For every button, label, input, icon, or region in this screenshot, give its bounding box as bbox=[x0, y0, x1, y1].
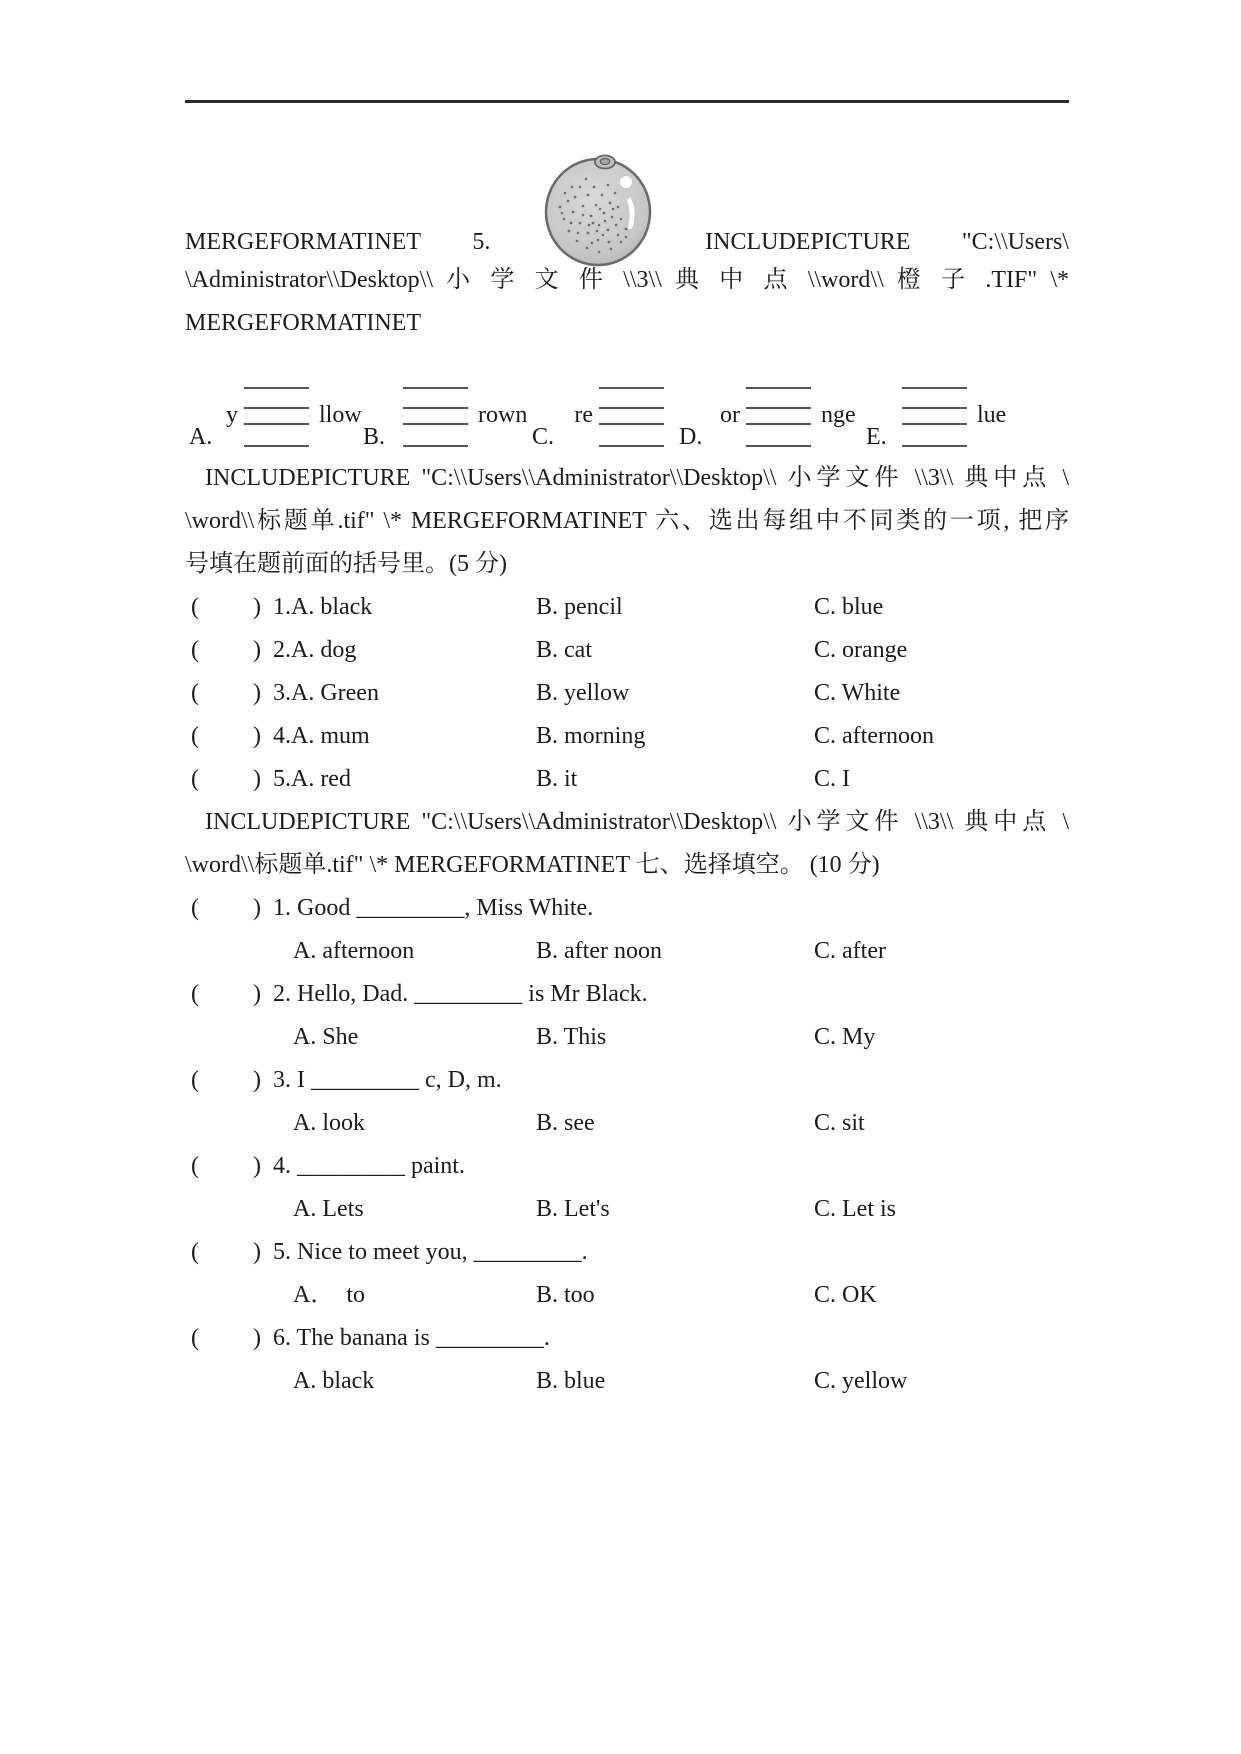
guide-line bbox=[902, 423, 967, 425]
question-row bbox=[185, 758, 1069, 801]
option-c: C. blue bbox=[814, 594, 884, 620]
question-stem: ( ) 3. I _________ c, D, m. bbox=[191, 1067, 502, 1093]
options-row bbox=[185, 930, 1069, 973]
section6-header-line2: \word\\标题单.tif" \* MERGEFORMATINET 六、选出每组中不同类的一项, 把序 bbox=[185, 508, 1069, 534]
option-c: C. OK bbox=[814, 1282, 877, 1308]
question-stem: ( ) 6. The banana is _________. bbox=[191, 1325, 550, 1351]
orange-stem-inner bbox=[600, 159, 610, 165]
option-b: B. see bbox=[536, 1110, 595, 1136]
guide-line bbox=[599, 423, 664, 425]
option-letter-label: D. bbox=[679, 424, 703, 450]
section6-header-line1: INCLUDEPICTURE "C:\\Users\\Administrator\\Desktop\\ 小学文件 \\3\\ 典中点 \ bbox=[205, 465, 1069, 491]
option-b: B. yellow bbox=[536, 680, 630, 706]
question-stem: ( ) 2.A. dog bbox=[191, 637, 357, 663]
question-row bbox=[185, 629, 1069, 672]
guide-line bbox=[244, 387, 309, 389]
guide-line bbox=[746, 423, 811, 425]
option-c: C. sit bbox=[814, 1110, 865, 1136]
mergeformat-text: MERGEFORMATINET bbox=[185, 228, 422, 255]
orange-highlight-dot bbox=[620, 176, 632, 188]
field-code-paragraph-line2: \Administrator\\Desktop\\ 小 学 文 件 \\3\\ 典 中 点 \\word\\ 橙 子 .TIF" \* bbox=[185, 267, 1069, 293]
guide-line bbox=[244, 445, 309, 447]
guide-line bbox=[403, 423, 468, 425]
option-b: B. it bbox=[536, 766, 578, 792]
options-row bbox=[185, 1274, 1069, 1317]
options-row bbox=[185, 1360, 1069, 1403]
blank-suffix: nge bbox=[821, 402, 856, 428]
option-letter-label: C. bbox=[532, 424, 555, 450]
option-c: C. orange bbox=[814, 637, 908, 663]
option-b: B. cat bbox=[536, 637, 592, 663]
question-row bbox=[185, 586, 1069, 629]
options-row bbox=[185, 1188, 1069, 1231]
guide-line bbox=[746, 387, 811, 389]
field-code-paragraph-line1 bbox=[185, 103, 1069, 259]
option-c: C. after bbox=[814, 938, 886, 964]
question-row bbox=[185, 715, 1069, 758]
option-c: C. yellow bbox=[814, 1368, 908, 1394]
options-row bbox=[185, 1102, 1069, 1145]
question-stem: ( ) 3.A. Green bbox=[191, 680, 379, 706]
guide-line bbox=[403, 407, 468, 409]
question-stem: ( ) 5. Nice to meet you, _________. bbox=[191, 1239, 588, 1265]
guide-line bbox=[902, 445, 967, 447]
option-b: B. blue bbox=[536, 1368, 606, 1394]
orange-image bbox=[542, 149, 654, 267]
guide-line bbox=[599, 445, 664, 447]
path-text-start: "C:\\Users\ bbox=[961, 228, 1069, 255]
section7-header-line1: INCLUDEPICTURE "C:\\Users\\Administrator\\Desktop\\ 小学文件 \\3\\ 典中点 \ bbox=[205, 809, 1069, 835]
option-b: B. Let's bbox=[536, 1196, 610, 1222]
writing-grid-strip bbox=[185, 375, 1069, 453]
guide-line bbox=[902, 407, 967, 409]
option-letter-label: B. bbox=[363, 424, 386, 450]
includepicture-text: INCLUDEPICTURE bbox=[705, 228, 911, 255]
option-c: C. Let is bbox=[814, 1196, 896, 1222]
option-b: B. after noon bbox=[536, 938, 662, 964]
blank-prefix: or bbox=[720, 402, 740, 428]
option-a: A. look bbox=[293, 1110, 365, 1136]
question-stem: ( ) 4. _________ paint. bbox=[191, 1153, 465, 1179]
option-a: A. She bbox=[293, 1024, 359, 1050]
section7-header-line2: \word\\标题单.tif" \* MERGEFORMATINET 七、选择填空。 (10 分) bbox=[185, 852, 880, 878]
guide-line bbox=[746, 407, 811, 409]
question-row bbox=[185, 672, 1069, 715]
option-b: B. This bbox=[536, 1024, 607, 1050]
item-number: 5. bbox=[472, 228, 491, 255]
option-b: B. pencil bbox=[536, 594, 623, 620]
option-letter-label: A. bbox=[189, 424, 213, 450]
option-a: A. afternoon bbox=[293, 938, 415, 964]
blank-prefix: y bbox=[226, 402, 238, 428]
question-stem: ( ) 4.A. mum bbox=[191, 723, 370, 749]
guide-line bbox=[746, 445, 811, 447]
blank-suffix: lue bbox=[977, 402, 1007, 428]
blank-prefix: re bbox=[574, 402, 593, 428]
option-c: C. afternoon bbox=[814, 723, 934, 749]
option-a: A. Lets bbox=[293, 1196, 364, 1222]
guide-line bbox=[244, 407, 309, 409]
guide-line bbox=[599, 387, 664, 389]
options-row bbox=[185, 1016, 1069, 1059]
field-code-paragraph-line3: MERGEFORMATINET bbox=[185, 310, 422, 336]
blank-suffix: llow bbox=[319, 402, 362, 428]
guide-line bbox=[244, 423, 309, 425]
guide-line bbox=[403, 387, 468, 389]
option-letter-label: E. bbox=[866, 424, 887, 450]
option-b: B. morning bbox=[536, 723, 646, 749]
section6-header-line3: 号填在题前面的括号里。(5 分) bbox=[185, 551, 507, 577]
option-c: C. I bbox=[814, 766, 850, 792]
question-stem: ( ) 5.A. red bbox=[191, 766, 351, 792]
blank-suffix: rown bbox=[478, 402, 528, 428]
option-a: A． to bbox=[293, 1282, 365, 1308]
guide-line bbox=[599, 407, 664, 409]
question-stem: ( ) 2. Hello, Dad. _________ is Mr Black. bbox=[191, 981, 648, 1007]
option-c: C. White bbox=[814, 680, 901, 706]
guide-line bbox=[403, 445, 468, 447]
question-stem: ( ) 1.A. black bbox=[191, 594, 373, 620]
guide-line bbox=[902, 387, 967, 389]
question-stem: ( ) 1. Good _________, Miss White. bbox=[191, 895, 594, 921]
option-a: A. black bbox=[293, 1368, 375, 1394]
option-b: B. too bbox=[536, 1282, 595, 1308]
option-c: C. My bbox=[814, 1024, 876, 1050]
